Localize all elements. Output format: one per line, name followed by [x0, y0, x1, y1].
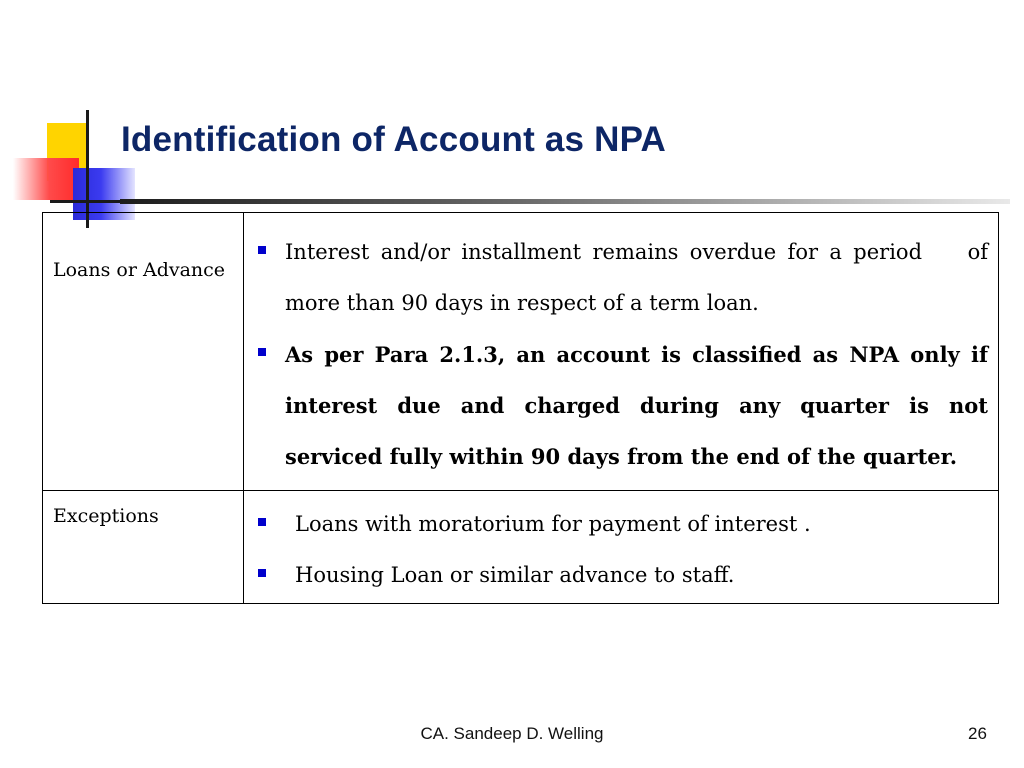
row-content-loans-or-advance — [244, 213, 999, 491]
slide-title: Identification of Account as NPA — [121, 120, 667, 159]
list-item — [256, 550, 988, 601]
table-row — [43, 491, 999, 604]
footer-author: CA. Sandeep D. Welling — [420, 724, 604, 743]
bullet-text: Loans with moratorium for payment of interest . — [295, 512, 811, 536]
square-bullet-icon — [258, 348, 266, 356]
list-item — [256, 227, 995, 329]
logo-red-square — [13, 158, 79, 200]
bullet-text: Housing Loan or similar advance to staff. — [295, 563, 735, 587]
bullet-text: Interest and/or installment remains overdue for a period of more than 90 days in respect of a term loan. — [285, 240, 995, 315]
row-content-exceptions — [244, 491, 999, 604]
row-label-exceptions: Exceptions — [43, 491, 244, 604]
title-underline-rule — [120, 199, 1010, 204]
row-label-loans-or-advance: Loans or Advance — [43, 213, 244, 491]
npa-criteria-table — [42, 212, 999, 604]
list-item — [256, 329, 988, 482]
square-bullet-icon — [258, 569, 266, 577]
decorative-logo-blocks — [0, 0, 140, 230]
list-item — [256, 499, 988, 550]
logo-vertical-line — [86, 110, 89, 228]
square-bullet-icon — [258, 246, 266, 254]
footer-page-number: 26 — [968, 724, 987, 743]
bullet-text: As per Para 2.1.3, an account is classified as NPA only if interest due and charged during any quarter is not serviced fully within 90 days from the end of the quarter. — [285, 342, 988, 469]
square-bullet-icon — [258, 518, 266, 526]
table-row — [43, 213, 999, 491]
